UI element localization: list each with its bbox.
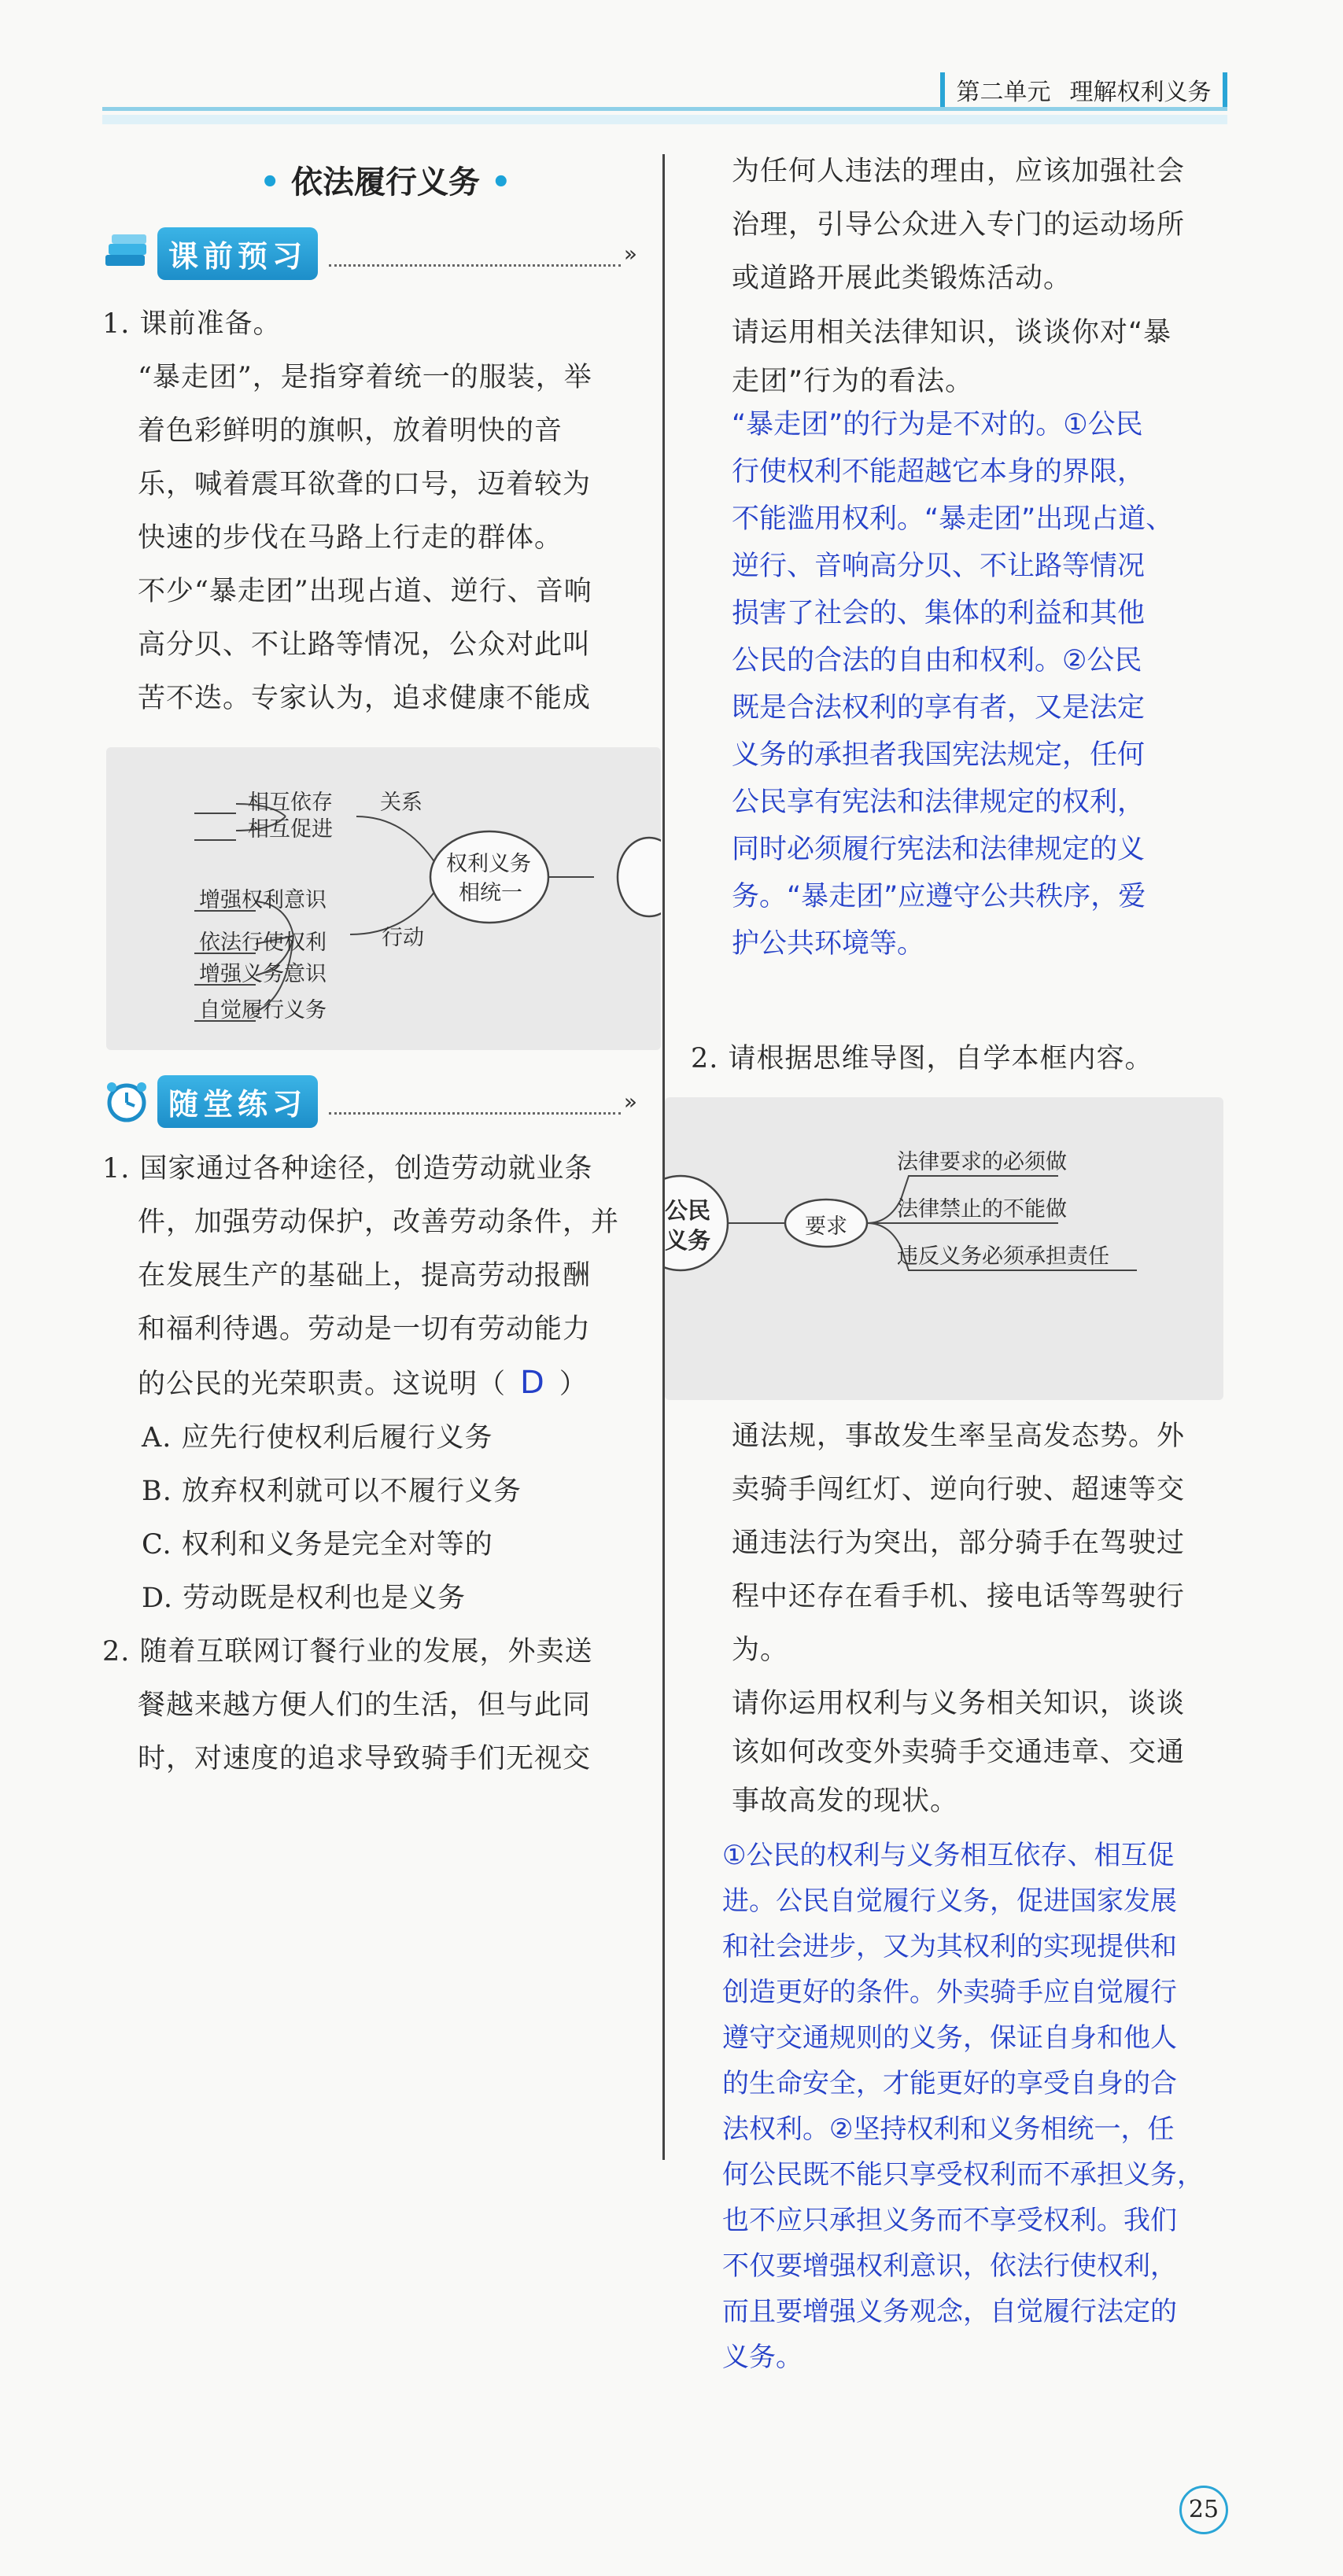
mm1-action-node: 行动	[382, 926, 424, 950]
practice-badge	[102, 1076, 637, 1126]
answer-choice: D	[520, 1365, 545, 1401]
question-label: 1. 课前准备。	[102, 308, 282, 340]
answer-line: 义务。	[722, 2342, 802, 2373]
answer-line: 损害了社会的、集体的利益和其他	[732, 598, 1146, 629]
text-line: 程中还存在看手机、接电话等驾驶行	[732, 1581, 1186, 1612]
double-arrow-icon: »	[623, 240, 637, 267]
mm1-item: 增强义务意识	[199, 962, 327, 986]
option-a: A. 应先行使权利后履行义务	[142, 1422, 493, 1454]
mm2-center-line-2: 义务	[665, 1227, 711, 1254]
section-title: • 依法履行义务 •	[260, 164, 511, 201]
answer-line: 公民的合法的自由和权利。②公民	[732, 645, 1142, 676]
preview-question-1-prompt	[732, 308, 1282, 406]
text-line: 高分贝、不让路等情况，公众对此叫	[138, 629, 592, 661]
unit-title: 理解权利义务	[1069, 79, 1212, 106]
answer-line: 和社会进步，又为其权利的实现提供和	[722, 1931, 1177, 1962]
preview-label: 课前预习	[157, 227, 318, 280]
text-line: 快速的步伐在马路上行走的群体。	[138, 522, 563, 554]
header-band	[102, 115, 1227, 124]
text-line: 餐越来越方便人们的生活，但与此同	[138, 1690, 592, 1721]
practice-label: 随堂练习	[157, 1075, 318, 1128]
unit-label: 第二单元	[956, 79, 1051, 106]
header-rule	[102, 107, 1227, 111]
answer-line: 的生命安全，才能更好的享受自身的合	[722, 2068, 1177, 2099]
answer-line: 进。公民自觉履行义务，促进国家发展	[722, 1885, 1177, 1917]
text-line: 为任何人违法的理由，应该加强社会	[732, 156, 1186, 187]
answer-line: ①公民的权利与义务相互依存、相互促	[722, 1840, 1175, 1871]
clock-icon	[102, 1079, 151, 1123]
answer-line: 义务的承担者我国宪法规定，任何	[732, 739, 1146, 771]
text-line: 走团”行为的看法。	[732, 366, 974, 397]
option-d: D. 劳动既是权利也是义务	[142, 1583, 467, 1614]
text-line: 治理，引导公众进入专门的运动场所	[732, 209, 1186, 241]
text-line: 苦不迭。专家认为，追求健康不能成	[138, 683, 592, 714]
preview-question-2	[691, 1032, 1289, 1085]
unit-header	[940, 72, 1227, 107]
dotted-rule	[329, 241, 621, 267]
preview-question-1-continued	[732, 145, 1282, 305]
answer-line: 护公共环境等。	[732, 928, 925, 960]
question-label: 2. 请根据思维导图，自学本框内容。	[691, 1043, 1153, 1074]
double-arrow-icon: »	[623, 1088, 637, 1115]
text-line: 请你运用权利与义务相关知识，谈谈	[732, 1688, 1186, 1719]
text-line: 卖骑手闯红灯、逆向行驶、超速等交	[732, 1474, 1186, 1505]
text-line: 1. 国家通过各种途径，创造劳动就业条	[102, 1153, 593, 1185]
books-icon	[102, 231, 151, 275]
text-line: 着色彩鲜明的旗帜，放着明快的音	[138, 415, 563, 447]
mm2-require-node: 要求	[805, 1214, 847, 1239]
mm1-center-line-2: 相统一	[459, 881, 522, 905]
answer-line: 既是合法权利的享有者，又是法定	[732, 692, 1146, 724]
text-line: 和福利待遇。劳动是一切有劳动能力	[138, 1314, 592, 1345]
answer-line: 何公民既不能只享受权利而不承担义务，	[722, 2159, 1204, 2191]
mm2-item: 法律禁止的不能做	[897, 1197, 1067, 1222]
preview-badge	[102, 228, 637, 278]
answer-line: 同时必须履行宪法和法律规定的义	[732, 834, 1146, 865]
mm1-center-line-1: 权利义务	[446, 852, 531, 876]
answer-line: 遵守交通规则的义务，保证自身和他人	[722, 2022, 1177, 2054]
text-line: 或道路开展此类锻炼活动。	[732, 263, 1072, 294]
answer-line: 务。“暴走团”应遵守公共秩序，爱	[732, 881, 1146, 912]
practice-question-1	[102, 1142, 653, 1786]
dotted-rule	[329, 1089, 621, 1115]
text-line: “暴走团”，是指穿着统一的服装，举	[138, 362, 592, 393]
answer-line: 法权利。②坚持权利和义务相统一，任	[722, 2113, 1175, 2145]
mindmap-rights-duties	[106, 747, 661, 1050]
text-line: 事故高发的现状。	[732, 1786, 959, 1817]
option-c: C. 权利和义务是完全对等的	[142, 1529, 493, 1561]
answer-line: “暴走团”的行为是不对的。①公民	[732, 409, 1143, 440]
text-line: 2. 随着互联网订餐行业的发展，外卖送	[102, 1636, 593, 1668]
text-line: 件，加强劳动保护，改善劳动条件，并	[138, 1207, 620, 1238]
mm1-item: 依法行使权利	[199, 931, 327, 955]
answer-line: 行使权利不能超越它本身的界限，	[732, 456, 1146, 488]
practice-answer	[722, 1833, 1304, 2380]
text-line: 乐，喊着震耳欲聋的口号，迈着较为	[138, 469, 592, 500]
answer-line: 不能滥用权利。“暴走团”出现占道、	[732, 503, 1174, 535]
mm2-item: 法律要求的必须做	[897, 1150, 1067, 1174]
page-number: 25	[1179, 2486, 1228, 2534]
preview-question-1	[102, 297, 653, 725]
text-line: 通违法行为突出，部分骑手在驾驶过	[732, 1528, 1186, 1559]
mindmap-citizen-duties	[665, 1097, 1223, 1400]
answer-line: 不仅要增强权利意识，依法行使权利，	[722, 2250, 1177, 2282]
answer-line: 而且要增强义务观念，自觉履行法定的	[722, 2296, 1177, 2327]
text-line: 该如何改变外卖骑手交通违章、交通	[732, 1737, 1186, 1768]
mm2-item: 违反义务必须承担责任	[897, 1244, 1109, 1269]
text-line: 为。	[732, 1634, 789, 1666]
mm1-item: 相互依存	[248, 790, 333, 815]
mm2-center-line-1: 公民	[665, 1197, 711, 1224]
answer-line: 创造更好的条件。外卖骑手应自觉履行	[722, 1977, 1177, 2008]
mm1-item: 相互促进	[248, 817, 333, 842]
text-line: 请运用相关法律知识，谈谈你对“暴	[732, 317, 1172, 348]
answer-line: 也不应只承担义务而不享受权利。我们	[722, 2205, 1177, 2236]
text-line: 时，对速度的追求导致骑手们无视交	[138, 1743, 592, 1774]
answer-line: 公民享有宪法和法律规定的权利，	[732, 787, 1146, 818]
option-b: B. 放弃权利就可以不履行义务	[142, 1476, 522, 1507]
text-line: 在发展生产的基础上，提高劳动报酬	[138, 1260, 592, 1292]
text-line: 不少“暴走团”出现占道、逆行、音响	[138, 576, 592, 607]
practice-question-2-continued	[732, 1410, 1282, 1677]
mm1-item: 增强权利意识	[199, 888, 327, 912]
answer-line: 逆行、音响高分贝、不让路等情况	[732, 551, 1146, 582]
mm1-item: 自觉履行义务	[199, 998, 327, 1023]
text-line: 通法规，事故发生率呈高发态势。外	[732, 1421, 1186, 1452]
mm1-relation-node: 关系	[380, 790, 422, 815]
preview-answer	[732, 401, 1282, 967]
practice-question-2-prompt	[732, 1679, 1282, 1826]
text-line: 的公民的光荣职责。这说明（ D ）	[138, 1365, 588, 1401]
